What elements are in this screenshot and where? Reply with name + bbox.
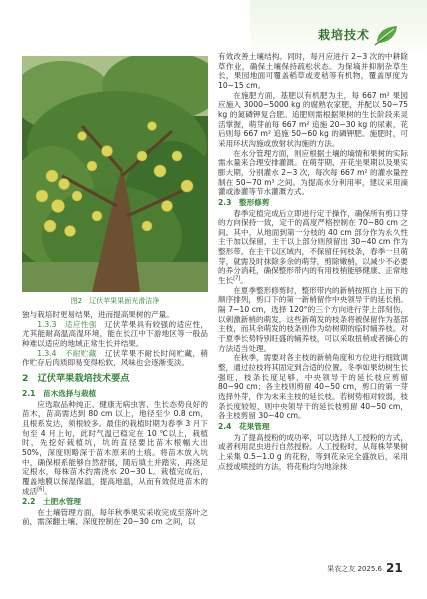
paragraph-text: 应选取品种纯正、健康无病虫害、生长态势良好的苗木，苗高需达到 80 cm 以上，地径至少 0.8 cm，且根系发达，须根较多。最佳的栽植时期为春季 3 月下旬至 4 月上旬，此时气温已稳定在 10 ℃以上，栽植时，先挖好栽植坑，坑的直径要比苗木根幅大出 50%，深度则略深于苗木原来的土痕。将苗木放入坑中，确保根系能够自然舒展，随后填土并踏实，再浇足定根水，每株苗木约需浇水 20~30 L。栽植完成后，覆盖地膜以保湿保温，提高地温，从而有效促进苗木的成活 — [22, 399, 208, 496]
paragraph: 在土壤管理方面，每年秋季果实采收完成至落叶之前，需深翻土壤，深度控制在 20~30 cm 之间，以 — [22, 507, 208, 527]
paragraph-text: 辽伏苹果不耐长时间贮藏，稍作贮存后肉质即易变得松软，风味也会逐渐变淡。 — [22, 348, 208, 368]
subsection-label: 1.3.4 不耐贮藏 — [37, 348, 97, 358]
magazine-issue: 果农之友 2025.6 — [327, 565, 382, 573]
paragraph-adaptability — [22, 320, 208, 349]
paragraph: 在水分管理方面，则应根据土壤的墒情和果树的实际需水量来合理安排灌溉。在萌芽期、开花坐果期以及果实膨大期，分别灌水 2~3 次，每次每 667 m² 的灌水量控制在 50~70 m³ 之间。为提高水分利用率，建议采用滴灌或渗灌等节水灌溉方式。 — [218, 148, 408, 197]
right-column — [218, 52, 408, 556]
left-column — [22, 310, 208, 556]
paragraph-text: 辽伏苹果具有较强的适应性，尤其能耐高温高湿环境，能在长江中下游地区等一般品种难以适应的地域正常生长并结果。 — [22, 319, 208, 348]
subsection-heading: 2.4 花果管理 — [218, 421, 270, 431]
paragraph: 在施肥方面，基肥以有机肥为主，每 667 m² 果园应施入 3000~5000 kg 的腐熟农家肥，并配以 50~75 kg 的氮磷钾复合肥。追肥则需根据果树的生长阶段来灵活掌握，萌芽前每 667 m² 追施 20~30 kg 的尿素，花后则每 667 m² 追施 50~60 kg 的磷钾肥。施肥时，可采用环状沟施或放射状沟施的方法。 — [218, 90, 408, 148]
section-title: 栽培技术 — [317, 28, 370, 42]
page-number: 21 — [386, 561, 403, 575]
citation: [6] — [37, 485, 45, 492]
paragraph — [22, 400, 208, 497]
section-heading: 2 辽伏苹果栽培技术要点 — [22, 372, 130, 384]
figure-caption: 图2 辽伏苹果果面光滑洁净 — [70, 297, 160, 305]
paragraph-text: 春季定植完成后立即进行定干操作，确保所有剪口芽的方向保持一致，定干的高度严格控制在 70~80 cm 之间。其中，从地面到第一分枝的 40 cm 部分作为永久性主干加以保留，主干以上部分则预留出 30~40 cm 作为整形带。在主干以区域内，不保留任何枝条，春季一旦萌芽，就需及时抹除多余的萌芽，剪除嫩梢，以减少不必要的养分消耗，确保整形带内的有用枝梢能够健康、正常地生长 — [218, 208, 408, 286]
paragraph-end: 。 — [240, 276, 248, 286]
paragraph: 有效改善土壤结构。同时，每月应进行 2~3 次的中耕除草作业，确保土壤保持疏松状态。为保墒并抑制杂草生长，果园地面可覆盖稻草或麦秸等有机物，覆盖厚度为 10~15 cm。 — [218, 52, 408, 90]
paragraph-end: 。 — [44, 486, 52, 496]
leaf-icon — [374, 24, 400, 46]
paragraph: 在秋季，需要对各主枝的新梢角度和方位进行细致调整，通过拉枝将其固定到合适的位置。冬季如果幼树生长强旺，枝条长度足够，中央领导干的延长枝应剪留 80~90 cm；各主枝则剪留 40~50 cm，剪口的第一芽选择外芽，作为未来主枝的延长枝。若树势相对较弱，枝条长度较短，则中央领导干的延长枝剪留 40~50 cm，各主枝剪留 30~40 cm。 — [218, 353, 408, 421]
citation: [7] — [233, 275, 241, 282]
paragraph: 在夏季整形修剪时，整形带内的新梢按照自上而下的顺序排列，剪口下的第一新梢留作中央领导干的延长梢。隔 7~10 cm，选择 120°的三个方向进行芽上部刻伤，以刺激新梢的萌发，这些新萌发的枝条将被保留作为基部主枝，而其余萌发的枝条则作为幼树期的临时辅养枝。对于夏季长势特别旺盛的辅养枝，可以采取扭梢或者摘心的方法适当处理。 — [218, 285, 408, 353]
apple-tree-photo — [22, 56, 208, 292]
paragraph-storage — [22, 349, 208, 368]
subsection-heading: 2.1 苗木选择与栽植 — [22, 388, 97, 398]
paragraph — [218, 209, 408, 286]
subsection-heading: 2.2 土肥水管理 — [22, 497, 82, 507]
paragraph: 为了提高授粉的成功率，可以选择人工授粉的方式，或者利用昆虫进行自然授粉。人工授粉时，从每株苹果树上采集 0.5~1.0 g 的花粉，等到花朵完全盛放后，采用点授或喷授的方法，将花粉均匀地涂抹 — [218, 432, 408, 471]
subsection-heading: 2.3 整形修剪 — [218, 197, 270, 207]
paragraph: 独与栽培时更易结果，进而提高果树的产量。 — [22, 310, 174, 319]
subsection-label: 1.3.3 适应性强 — [37, 319, 97, 329]
